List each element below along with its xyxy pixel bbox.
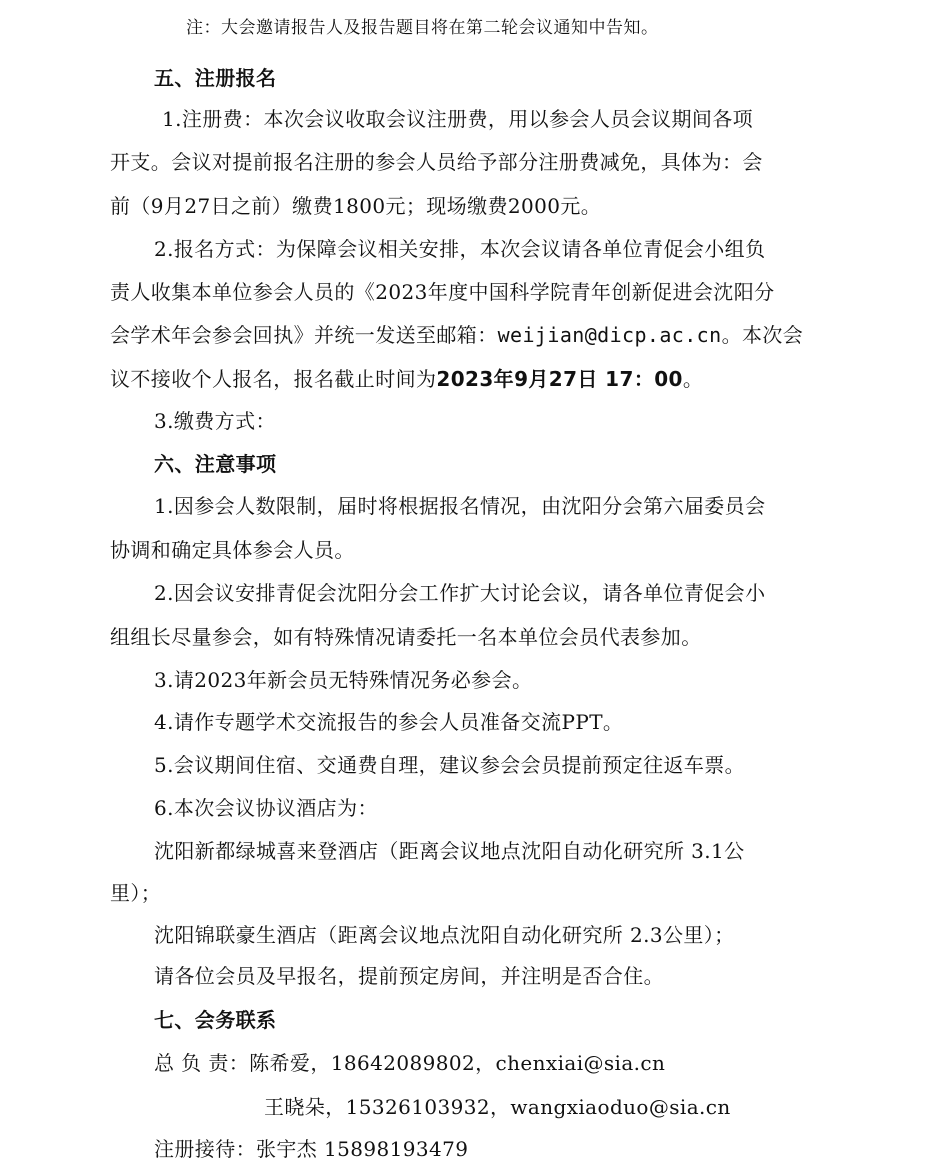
notice-item-5: 5.会议期间住宿、交通费自理，建议参会会员提前预定往返车票。: [154, 753, 746, 777]
contact-chen: 陈希爱，18642089802，chenxiai@sia.cn: [249, 1051, 666, 1075]
section-5-heading: 五、注册报名: [154, 66, 277, 90]
fee-paragraph-line-3: 前（9月27日之前）缴费1800元；现场缴费2000元。: [110, 194, 602, 218]
notice-item-3: 3.请2023年新会员无特殊情况务必参会。: [154, 668, 533, 692]
registration-deadline: 2023年9月27日 17：00: [436, 367, 683, 391]
general-contact-label: 总 负 责：: [154, 1051, 250, 1075]
method-line-4-tail: 。: [682, 367, 704, 391]
contact-zhang: 张宇杰 15898193479: [256, 1137, 469, 1161]
contact-wang: 王晓朵，15326103932，wangxiaoduo@sia.cn: [264, 1095, 731, 1119]
method-paragraph-line-3: [110, 322, 803, 348]
notice-item-1-line-2: 协调和确定具体参会人员。: [110, 538, 355, 562]
registration-contact-label: 注册接待：: [154, 1137, 256, 1161]
notice-item-2-line-2: 组组长尽量参会，如有特殊情况请委托一名本单位会员代表参加。: [110, 625, 702, 649]
notice-item-4: 4.请作专题学术交流报告的参会人员准备交流PPT。: [154, 710, 624, 734]
method-line-3-tail: 。本次会: [721, 323, 804, 347]
hotel-2: 沈阳锦联豪生酒店（距离会议地点沈阳自动化研究所 2.3公里）；: [154, 923, 735, 947]
booking-advice: 请各位会员及早报名，提前预定房间，并注明是否合住。: [154, 964, 664, 988]
general-contact-row: [154, 1050, 665, 1076]
notice-item-6: 6.本次会议协议酒店为：: [154, 796, 378, 820]
hotel-1-line-2: 里）；: [110, 881, 162, 905]
notice-item-1-line-1: 1.因参会人数限制，届时将根据报名情况，由沈阳分会第六届委员会: [154, 494, 766, 518]
hotel-1-line-1: 沈阳新都绿城喜来登酒店（距离会议地点沈阳自动化研究所 3.1公: [154, 839, 745, 863]
method-line-4-text: 议不接收个人报名，报名截止时间为: [110, 367, 437, 391]
notice-item-2-line-1: 2.因会议安排青促会沈阳分会工作扩大讨论会议，请各单位青促会小: [154, 581, 766, 605]
method-paragraph-line-1: 2.报名方式：为保障会议相关安排，本次会议请各单位青促会小组负: [154, 237, 766, 261]
registration-email-link[interactable]: weijian@dicp.ac.cn: [497, 323, 722, 347]
fee-paragraph-line-1: 1.注册费：本次会议收取会议注册费，用以参会人员会议期间各项: [162, 107, 754, 131]
note-text: 注：大会邀请报告人及报告题目将在第二轮会议通知中告知。: [186, 18, 659, 38]
payment-method: 3.缴费方式：: [154, 409, 276, 433]
method-paragraph-line-4: [110, 366, 703, 392]
registration-contact-row: [154, 1136, 468, 1162]
fee-paragraph-line-2: 开支。会议对提前报名注册的参会人员给予部分注册费减免，具体为：会: [110, 150, 763, 174]
method-line-3-text: 会学术年会参会回执》并统一发送至邮箱：: [110, 323, 498, 347]
section-6-heading: 六、注意事项: [154, 452, 277, 476]
method-paragraph-line-2: 责人收集本单位参会人员的《2023年度中国科学院青年创新促进会沈阳分: [110, 280, 775, 304]
section-7-heading: 七、会务联系: [154, 1008, 277, 1032]
